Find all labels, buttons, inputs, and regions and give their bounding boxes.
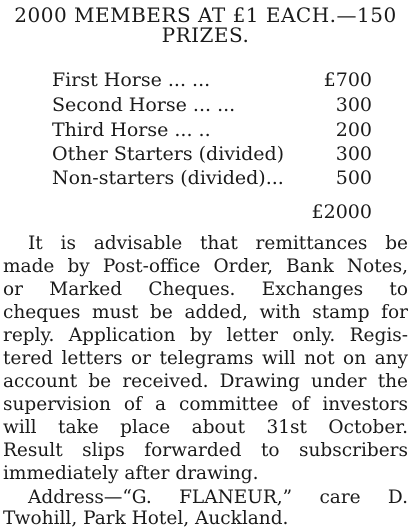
body-line: immediately after drawing. — [3, 463, 259, 484]
body-line: tered letters or telegrams will not on any — [3, 348, 408, 369]
prize-row — [52, 118, 372, 142]
headline-line-2: PRIZES. — [161, 23, 250, 47]
prize-amount: 200 — [335, 119, 372, 141]
body-line: It is advisable that remittances be — [28, 233, 408, 254]
address-line: Address—“G. FLANEUR,” care D. — [28, 487, 408, 508]
prize-label: Third Horse ... .. — [52, 119, 211, 141]
headline-line-1: 2000 MEMBERS AT £1 EACH.—150 — [14, 3, 397, 27]
body-line: or Marked Cheques. Exchanges to — [3, 279, 408, 300]
prize-label: First Horse ... ... — [52, 69, 211, 91]
prize-row — [52, 166, 372, 190]
prize-row — [52, 93, 372, 117]
address-line: Twohill, Park Hotel, Auckland. — [3, 508, 289, 529]
body-line: will take place about 31st October. — [3, 417, 408, 438]
prize-amount: 500 — [335, 167, 372, 189]
body-line: made by Post-office Order, Bank Notes, — [3, 256, 408, 277]
body-line: Result slips forwarded to subscribers — [3, 440, 408, 461]
prize-row — [52, 68, 372, 92]
prize-amount: £700 — [323, 69, 372, 91]
body-line: supervision of a committee of investors — [3, 394, 408, 415]
prize-label: Second Horse ... ... — [52, 94, 236, 116]
body-line: account be received. Drawing under the — [3, 371, 408, 392]
prize-total: £2000 — [311, 201, 372, 223]
prize-row — [52, 142, 372, 166]
prize-label: Non-starters (divided)... — [52, 167, 284, 189]
prize-label: Other Starters (divided) — [52, 143, 285, 165]
prize-amount: 300 — [335, 94, 372, 116]
prize-amount: 300 — [335, 143, 372, 165]
body-line: cheques must be added, with stamp for — [3, 302, 408, 323]
body-line: reply. Application by letter only. Regis- — [3, 325, 408, 346]
